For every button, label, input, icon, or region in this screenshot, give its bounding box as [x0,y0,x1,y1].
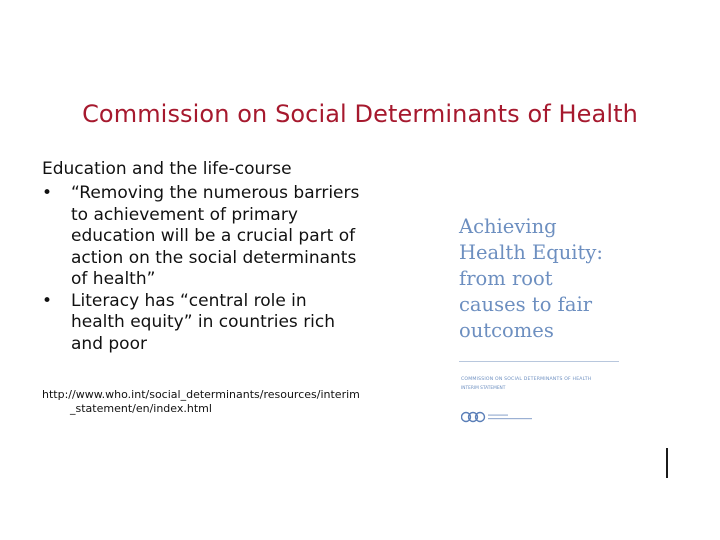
bullet-marker: • [42,290,53,311]
image-edge-line [666,448,668,478]
bullet-text: Literacy has “central role in health equity” in countries rich and poor [71,290,336,354]
cover-title-line: causes to fair [459,293,593,316]
bullet-text: “Removing the numerous barriers to achievement of primary education will be a crucial part of action on the social determinants of health” [71,183,360,289]
slide-title: Commission on Social Determinants of Health [82,100,638,128]
bullet-item [42,291,362,356]
slide-body [42,158,362,416]
subheading: Education and the life-course [42,159,292,179]
report-cover-image [451,200,621,450]
bullet-list [42,183,362,355]
bullet-marker: • [42,183,53,203]
cover-title [459,214,624,344]
cover-divider [459,361,619,362]
source-link[interactable]: http://www.who.int/social_determinants/resources/interim_statement/en/index.html [42,388,360,415]
cover-title-line: outcomes [459,319,554,342]
cover-title-line: Achieving [459,215,557,238]
bullet-item [42,183,362,291]
commission-logo-icon [461,410,541,424]
cover-sub-line: INTERIM STATEMENT [461,386,506,391]
cover-org-line: COMMISSION ON SOCIAL DETERMINANTS OF HEALTH [461,377,592,382]
cover-title-line: from root [459,267,553,290]
cover-title-line: Health Equity: [459,241,603,264]
